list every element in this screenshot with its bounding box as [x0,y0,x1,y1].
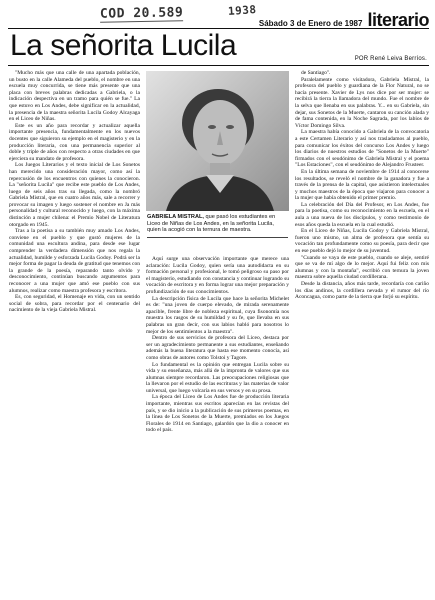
article-paragraph: La celebración del Día del Profesor, en Los Andes, fue para la poetisa, como su reconocimiento en la escuela, en el aula a una nueva de los discípulos, y como testimonio de esos años queda la escuela en la cual estudió. [295,201,429,228]
article-column-3 [295,70,429,596]
article-paragraph: En la última semana de noviembre de 1914 al conocerse los resultados, se reveló el nombre de la ganadora y fue a través de la prensa de la capital, que asistieron intelectuales y muchos maestros de la época que viajaron para conocer a la mujer que había obtenido el primer premio. [295,168,429,202]
article-paragraph: Dentro de sus servicios de profesora del Liceo, destaca por ser un agradecimiento permanente a sus estudiantes, enseñando además la buena literatura que hasta ese momento conocía, así como obras de autores como Tolstoi y Tagore. [146,335,289,361]
masthead-date: Sábado 3 de Enero de 1987 [258,19,363,28]
article-paragraph: Paralelamente como visitadora, Gabriela Mistral, la profesora del pueblo y guardiana de la Flor Natural, no se hacía presente. Xavier de Lys nos dice por ser mujer: se recibirá la tierra la llamadora del mundo. Fue el nombre de la selva que llenaba en sus palabras. Y... en su Gabriela, sin dejar, sus Sonetos de la Muerte, cantaron su canción alada y de fama contenida, en la Noche Sagrada, por los labios de Víctor Domingo Silva. [295,76,429,129]
handwritten-year: 1938 [227,3,257,18]
article-column-2 [146,256,289,596]
article-paragraph: La época del Liceo de Los Andes fue de producción literaria importante, mientras sus escritos aparecían en las revistas del país, y se dio inicio a la publicación de sus primeros poemas, en la línea de Los Sonetos de la Muerte, premiados en los Juegos Florales de 1914 en Santiago, galardón que la dio a conocer en todo el país. [146,394,289,434]
caption-lead: GABRIELA MISTRAL, [147,214,204,220]
byline: POR René Leiva Berríos. [354,56,427,62]
handwritten-archive-id: COD 20.589 [99,5,184,22]
article-paragraph: de Santiago". [301,70,331,76]
portrait-photo [146,71,289,211]
article-paragraph: Es, con seguridad, el Homenaje en vida, con un sentido social de sobra, para recordar por el centenario del nacimiento de la vieja Gabriela Mistral. [9,294,140,314]
portrait-illustration [146,71,289,211]
article-paragraph: "Mucho más que una calle de una apartada población, un busto en la calle Alameda del pueblo, el nombre en una escuela muy concurrida, se tiene más presente que una placa con breves palabras dedicadas a Gabriela, o la indicación despectiva en un tramo para quién se fue." La que estuvo en Los Andes, debe significar en la actualidad, la presencia de la maestra señorita Lucila Godoy Alcayaga en el Liceo de Niñas. [9,70,140,123]
article-paragraph: Los Juegos Literarios y el texto inicial de Los Sonetos han merecido una consideración mayor, como así la repercusión de los encuentros con quienes la conocieron. La "señorita Lucila" que recibe este pueblo de Los Andes, luego de seis años tras su llegada, como la nombró Gabriela Mistral, que en cuatro años más, sale a recorrer y provocar su imagen y luego sostener el nombre en Ja más personalidad y cultural reconocido y luego, con la máxima distinción a mujer chilena: el Premio Nobel de Literatura otorgado en 1945. [9,162,140,228]
masthead-section: literario [367,10,429,30]
article-paragraph: "Cuando se vaya de este pueblo, cuando se aleje, sentiré que se va de mí algo de lo mejor. Aquí fui feliz con mis alumnas y con la montaña", escribió con ternura la joven maestra sobre aquella ciudad cordillerana. [295,254,429,281]
article-column-1 [9,70,140,596]
photo-caption [147,214,288,238]
headline: La señorita Lucila [10,29,237,62]
article-paragraph: En el Liceo de Niñas, Lucila Godoy y Gabriela Mistral, fueron uno mismo, un alma de profesora que sentía su vocación tan profundamente como su poesía, para decir que en ese pueblo dejó lo mejor de su juventud. [295,228,429,255]
article-paragraph: Aquí surge una observación importante que merece una aclaración: Lucila Godoy, quien sería una autodidacta en su formación personal y profesional, le tomó peligroso su paso por el magisterio, estudiando con constancia y continuar logrando su vocación de escritora y en forma lograr una mejor preparación y profundización de sus conocimientos. [146,256,289,295]
article-paragraph: La maestra había conocido a Gabriela de la convocatoria a este Certamen Literario y así nos trasladamos al pueblo, para comunicar los éxitos del concurso Los Andes y luego los diarios de nuestros estudios de "Sonetos de la Muerte" firmados con el seudónimo de Gabriela Mistral y el poema "Los Estaciones", con el seudónimo de Alejandro Frusteer. [295,129,429,169]
article-paragraph: Lo fundamental es la opinión que entregan Lucila sobre su vida y su enseñanza, más allá de la impronta de valores que sus alumnas siempre recordaron. Las preocupaciones religiosas que la llevaron por el estudio de las escrituras y las materias de valor universal, que luego volcaría en sus versos y en su prosa. [146,361,289,394]
headline-rule [8,65,429,66]
article-paragraph: Tras a la poetisa a su también muy amado Los Andes, conviene en el pueblo y que gustó mujeres de la comunidad una escultura andina, para desde ese lugar comprender la verdadera dimensión que nos regala la actualidad, humilde y esforzada Lucila Godoy. Podrá ser la mejor forma de pagar la deuda de gratitud que tenemos con la grande de la poesía, reparando tanto olvido y desconocimiento, continúan buscando argumentos para reconocer a una mujer que amó ese pueblo con sus alumnos, realizar como maestra profesora y escritora. [9,228,140,294]
article-paragraph: Este es un año para recordar y actualizar aquella importante presencia, fundamentalmente en los nuevos docentes que siguieron su ejemplo en el magisterio y en la producción literaria, con una permanencia superior al doble y triple de años con respecto a otras ciudades en que ejerciera su mandato de profesora. [9,122,140,162]
article-paragraph: La descripción física de Lucila que hace la señorita Michelet es de: "una joven de cuerpo elevado, de mirada serenamente apacible, frente libre de nobleza espiritual, cuya fisonomía nos muestra los rasgos de su humildad y su fe, que llevaba en sus palabras un gran decir, con sus labios habló para nosotros lo mejor de los sentimientos a la maestra". [146,295,289,335]
article-paragraph: Desde la distancia, años más tarde, recordaría con cariño los días andinos, la cordillera nevada y el rumor del río Aconcagua, como parte de la tierra que forjó su espíritu. [295,281,429,301]
caption-text: que pasó los estudiantes en Liceo de Niñas de Los Andes, en la señorita Lucila, quien la acogió con la ternura de maestra. [147,214,276,234]
